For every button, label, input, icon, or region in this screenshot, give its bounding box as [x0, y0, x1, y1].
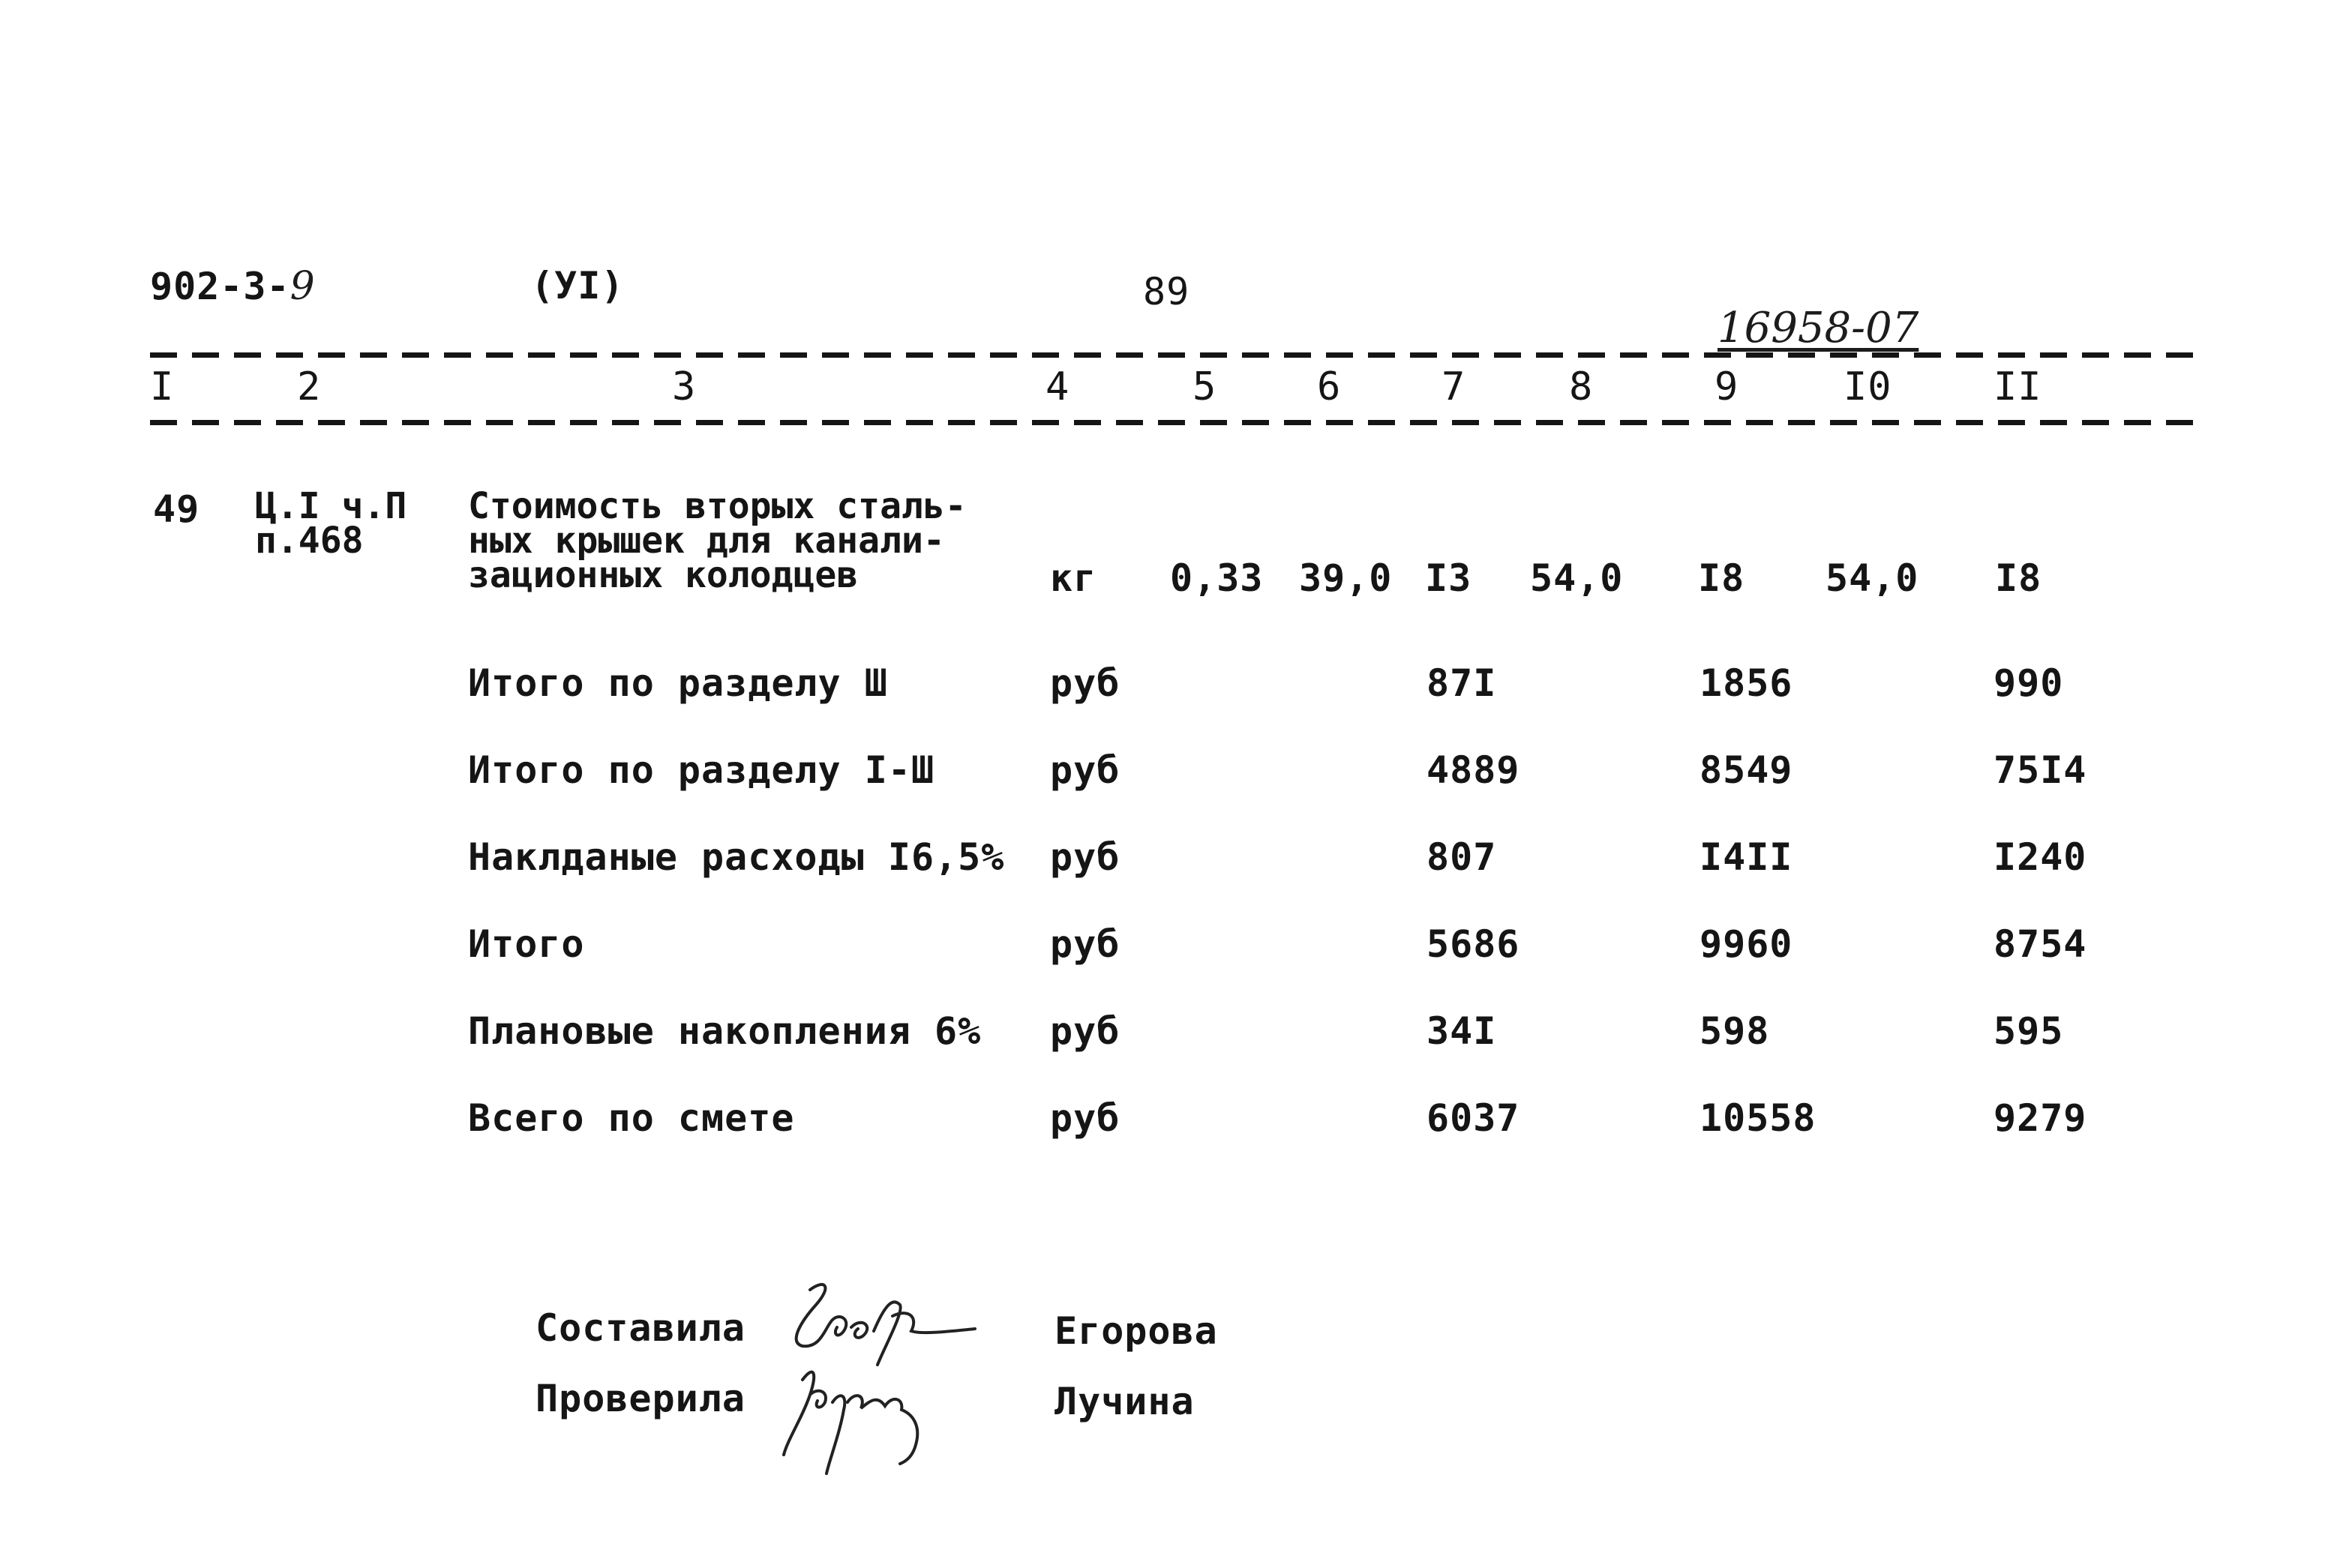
- item-col11: I8: [1995, 556, 2042, 600]
- item-col7: I3: [1425, 556, 1472, 600]
- total-col7: 6037: [1426, 1096, 1520, 1140]
- total-unit: руб: [1050, 748, 1120, 792]
- doc-code: 902-3-9: [150, 264, 316, 309]
- total-label: Итого по разделу I-Ш: [468, 748, 935, 792]
- checker-name: Лучина: [1054, 1380, 1195, 1423]
- total-col11: 990: [1994, 661, 2064, 705]
- col-9-header: 9: [1714, 364, 1739, 409]
- col-3-header: 3: [672, 364, 697, 409]
- total-unit: руб: [1050, 1096, 1120, 1140]
- col-6-header: 6: [1317, 364, 1342, 409]
- total-col7: 34I: [1426, 1009, 1497, 1053]
- total-col7: 5686: [1426, 922, 1520, 966]
- item-col10: 54,0: [1826, 556, 1919, 600]
- total-col9: 598: [1700, 1009, 1770, 1053]
- total-unit: руб: [1050, 922, 1120, 966]
- total-col7: 87I: [1426, 661, 1497, 705]
- total-label: Плановые накопления 6%: [468, 1009, 982, 1053]
- col-2-header: 2: [297, 364, 322, 409]
- total-col9: 10558: [1700, 1096, 1816, 1140]
- total-col11: I240: [1994, 835, 2087, 879]
- page-number: 89: [1143, 270, 1190, 313]
- total-col11: 8754: [1994, 922, 2087, 966]
- compiler-name: Егорова: [1054, 1309, 1218, 1353]
- col-11-header: II: [1994, 364, 2042, 409]
- table-header-rule: [150, 420, 2205, 425]
- col-7-header: 7: [1442, 364, 1466, 409]
- total-col11: 9279: [1994, 1096, 2087, 1140]
- total-unit: руб: [1050, 835, 1120, 879]
- total-col9: 9960: [1700, 922, 1793, 966]
- item-reference: Ц.I ч.П п.468: [255, 485, 407, 562]
- item-number: 49: [153, 487, 200, 531]
- col-4-header: 4: [1046, 364, 1070, 409]
- total-label: Итого: [468, 922, 585, 966]
- item-description: Стоимость вторых сталь- ных крышек для канали- зационных колодцев: [468, 485, 967, 596]
- compiler-role: Составила: [536, 1306, 746, 1350]
- total-col11: 595: [1994, 1009, 2064, 1053]
- col-8-header: 8: [1569, 364, 1594, 409]
- item-col9: I8: [1698, 556, 1745, 600]
- archive-number: 16958-07: [1718, 304, 1919, 352]
- total-col11: 75I4: [1994, 748, 2087, 792]
- total-label: Всего по смете: [468, 1096, 795, 1140]
- item-col5: 0,33: [1170, 556, 1264, 600]
- total-label: Наклданые расходы I6,5%: [468, 835, 1005, 879]
- total-col7: 4889: [1426, 748, 1520, 792]
- item-unit: кг: [1050, 556, 1097, 600]
- total-col7: 807: [1426, 835, 1497, 879]
- total-unit: руб: [1050, 1009, 1120, 1053]
- total-unit: руб: [1050, 661, 1120, 705]
- col-5-header: 5: [1192, 364, 1217, 409]
- total-col9: I4II: [1700, 835, 1793, 879]
- item-col6: 39,0: [1299, 556, 1393, 600]
- total-col9: 8549: [1700, 748, 1793, 792]
- doc-code-handwritten: 9: [290, 264, 316, 309]
- checker-signature: [772, 1350, 945, 1477]
- total-label: Итого по разделу Ш: [468, 661, 888, 705]
- section-code: (УI): [531, 264, 625, 307]
- table-top-rule: [150, 352, 2205, 358]
- col-1-header: I: [150, 364, 175, 409]
- checker-role: Проверила: [536, 1377, 746, 1420]
- col-10-header: I0: [1844, 364, 1892, 409]
- item-col8: 54,0: [1530, 556, 1624, 600]
- total-col9: 1856: [1700, 661, 1793, 705]
